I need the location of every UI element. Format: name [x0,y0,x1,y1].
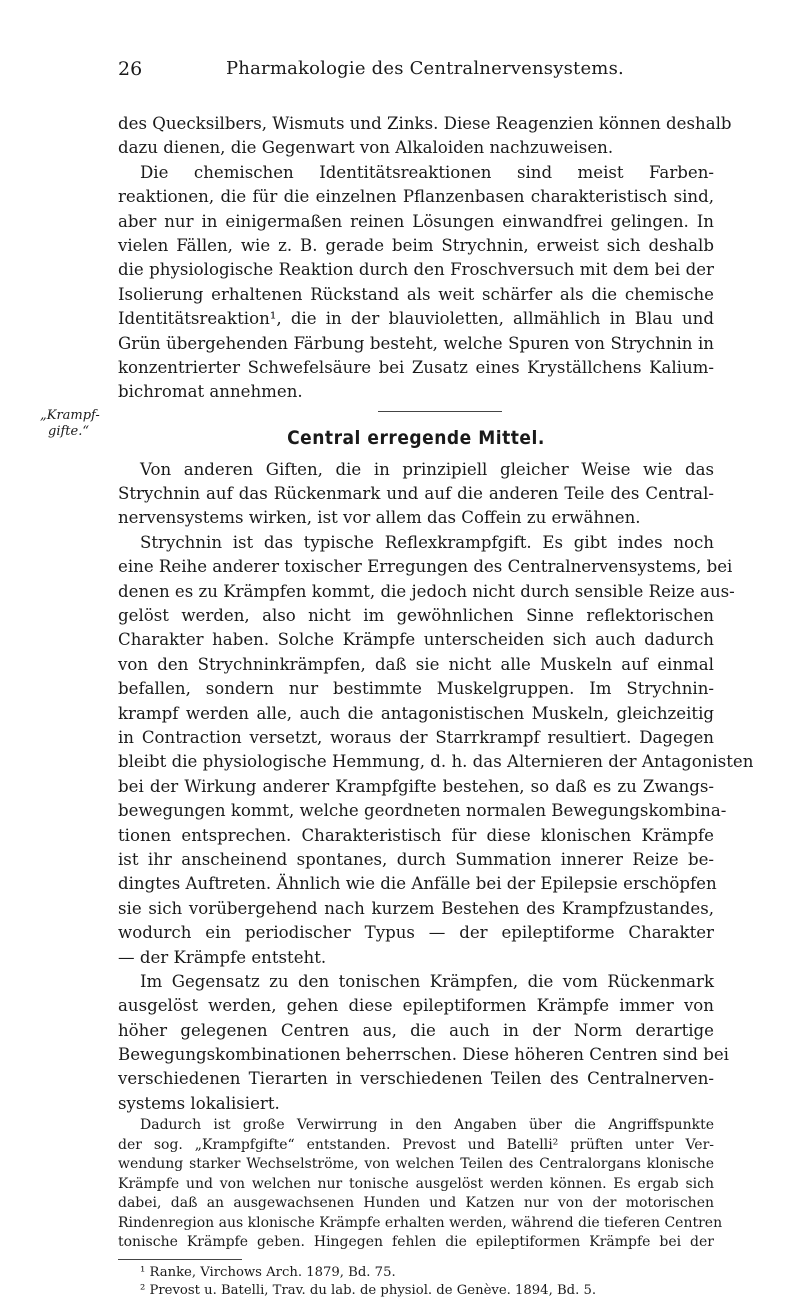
text-line: — der Krämpfe entsteht. [118,947,327,967]
text-line: Dadurch ist große Verwirrung in den Angaben über die Angriffspunkte [140,1117,714,1134]
margin-note [40,408,104,440]
text-line: eine Reihe anderer toxischer Erregungen des Centralnervensystems, bei [118,557,733,577]
margin-note-line: „Krampf- [40,408,100,423]
text-line: vielen Fällen, wie z. B. gerade beim Strychnin, erweist sich deshalb [118,235,714,255]
text-line: systems lokalisiert. [118,1093,280,1113]
footnote-2: ² Prevost u. Batelli, Trav. du lab. de physiol. de Genève. 1894, Bd. 5. [140,1282,597,1298]
text-line: denen es zu Krämpfen kommt, die jedoch nicht durch sensible Reize aus- [118,581,735,601]
text-line: Von anderen Giften, die in prinzipiell gleicher Weise wie das [140,459,714,479]
text-line: wodurch ein periodischer Typus — der epileptiforme Charakter [118,923,714,943]
text-line: in Contraction versetzt, woraus der Starrkrampf resultiert. Dagegen [118,727,714,747]
text-line: Identitätsreaktion¹, die in der blauvioletten, allmählich in Blau und [118,309,714,329]
section-heading: Central erregende Mittel. [287,426,545,449]
text-line: Die chemischen Identitätsreaktionen sind meist Farben- [140,162,714,182]
text-line: reaktionen, die für die einzelnen Pflanzenbasen charakteristisch sind, [118,187,714,207]
text-line: bei der Wirkung anderer Krampfgifte bestehen, so daß es zu Zwangs- [118,776,714,796]
text-line: höher gelegenen Centren aus, die auch in der Norm derartige [118,1020,714,1040]
text-line: sie sich vorübergehend nach kurzem Bestehen des Krampfzustandes, [118,898,714,918]
text-line: Rindenregion aus klonische Krämpfe erhalten werden, während die tieferen Centren [118,1214,723,1231]
text-line: wendung starker Wechselströme, von welchen Teilen des Centralorgans klonische [118,1156,714,1173]
running-title: Pharmakologie des Centralnervensystems. [226,58,624,79]
body-text [118,112,754,1300]
margin-note-line: gifte.“ [48,424,89,439]
text-line: krampf werden alle, auch die antagonistischen Muskeln, gleichzeitig [118,703,714,723]
text-line: dazu dienen, die Gegenwart von Alkaloiden nachzuweisen. [118,138,614,158]
text-line: Isolierung erhaltenen Rückstand als weit schärfer als die chemische [118,284,714,304]
text-line: verschiedenen Tierarten in verschiedenen Teilen des Centralnerven- [118,1069,714,1089]
text-line: bewegungen kommt, welche geordneten normalen Bewegungskombina- [118,801,727,821]
text-line: dingtes Auftreten. Ähnlich wie die Anfälle bei der Epilepsie erschöpfen [118,874,717,894]
text-line: bleibt die physiologische Hemmung, d. h. das Alternieren der Antagonisten [118,752,754,772]
paragraph-4 [118,531,754,970]
text-line: gelöst werden, also nicht im gewöhnlichen Sinne reflektorischen [118,606,714,626]
text-line: die physiologische Reaktion durch den Froschversuch mit dem bei der [118,260,714,280]
text-line: tonische Krämpfe geben. Hingegen fehlen die epileptiformen Krämpfe bei der [118,1234,714,1251]
text-line: des Quecksilbers, Wismuts und Zinks. Diese Reagenzien können deshalb [118,114,732,133]
footnote-1: ¹ Ranke, Virchows Arch. 1879, Bd. 75. [140,1264,396,1280]
text-line: ausgelöst werden, gehen diese epileptiformen Krämpfe immer von [118,996,714,1016]
text-line: Charakter haben. Solche Krämpfe unterscheiden sich auch dadurch [118,630,714,650]
text-line: dabei, daß an ausgewachsenen Hunden und Katzen nur von der motorischen [118,1195,714,1212]
text-line: Krämpfe und von welchen nur tonische ausgelöst werden können. Es ergab sich [118,1175,714,1192]
text-line: ist ihr anscheinend spontanes, durch Summation innerer Reize be- [118,849,714,869]
text-line: befallen, sondern nur bestimmte Muskelgruppen. Im Strychnin- [118,679,714,699]
footnotes [118,1264,714,1300]
text-line: Strychnin ist das typische Reflexkrampfgift. Es gibt indes noch [140,532,714,552]
text-line: Bewegungskombinationen beherrschen. Diese höheren Centren sind bei [118,1045,729,1065]
section-divider [378,411,502,412]
paragraph-1 [118,112,732,161]
text-line: aber nur in einigermaßen reinen Lösungen einwandfrei gelingen. In [118,211,714,231]
paragraph-5 [118,970,729,1116]
text-line: konzentrierter Schwefelsäure bei Zusatz eines Kryställchens Kalium- [118,357,714,377]
text-line: Strychnin auf das Rückenmark und auf die anderen Teile des Central- [118,484,714,504]
text-line: bichromat annehmen. [118,382,303,402]
small-print-paragraph [118,1116,723,1253]
text-line: von den Strychninkrämpfen, daß sie nicht alle Muskeln auf einmal [118,654,714,674]
paragraph-3 [118,458,714,531]
paragraph-2 [118,161,714,405]
text-line: der sog. „Krampfgifte“ entstanden. Prevost und Batelli² prüften unter Ver- [118,1136,714,1153]
text-line: tionen entsprechen. Charakteristisch für diese klonischen Krämpfe [118,825,714,845]
footnote-rule [118,1259,242,1260]
text-line: Im Gegensatz zu den tonischen Krämpfen, die vom Rückenmark [140,971,714,991]
text-line: nervensystems wirken, ist vor allem das Coffein zu erwähnen. [118,508,641,528]
text-line: Grün übergehenden Färbung besteht, welche Spuren von Strychnin in [118,333,714,353]
page-number: 26 [118,58,143,80]
page-header [118,58,718,88]
